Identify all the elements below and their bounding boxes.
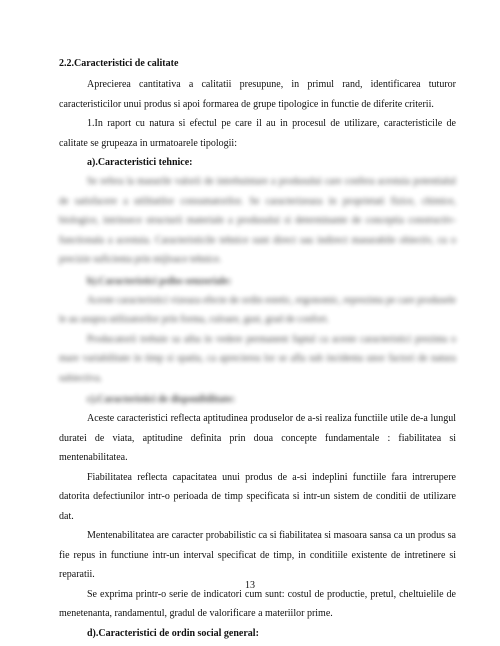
intro-paragraph-2: 1.In raport cu natura si efectul pe care il au in procesul de utilizare, caracteristicile de calitate se grupeaza in urmatoarele tipologii: [59, 118, 456, 149]
subsection-b-title: b).Caracteristici psiho-senzoriale: [87, 275, 232, 287]
page-number: 13 [245, 580, 255, 591]
availability-paragraph-4: Se exprima printr-o serie de indicatori cum sunt: costul de productie, pretul, cheltuielile de menetenanta, randamentul, gradul de valorificare a materiilor prime. [59, 588, 456, 619]
intro-paragraph-1: Aprecierea cantitativa a calitatii presupune, in primul rand, identificarea tuturor caracteristicilor unui produs si apoi formarea de grupe tipologice in functie de diferite criterii. [59, 79, 456, 110]
section-title: 2.2.Caracteristici de calitate [59, 58, 179, 69]
availability-paragraph-2: Fiabilitatea reflecta capacitatea unui produs de a-si indeplini functiile fara intrerupere datorita defectiunilor intr-o perioada de timp specificata si intr-un sistem de conditii de utilizare dat. [59, 471, 456, 522]
blurred-paragraph-3: Producatorii trebuie sa aiba in vedere permanent faptul ca aceste caracteristici prezinta o mare variabilitate in timp si spatiu, ca aprecierea lor se afla sub incidenta unor factori de natura subiectiva. [59, 333, 456, 384]
subsection-c-title: c).Caracteristici de disponibilitate: [87, 394, 236, 405]
subsection-a-title: a).Caracteristici tehnice: [87, 157, 193, 168]
blurred-paragraph-2: Aceste caracteristici vizeaza efecte de ordin estetic, ergonomic, reprezinta pe care produsele le au asupra utilizatorilor prin forma, culoare, gust, grad de confort. [59, 294, 456, 325]
blurred-content [59, 172, 456, 409]
subsection-d-title: d).Caracteristici de ordin social general: [87, 627, 259, 639]
availability-paragraph-3: Mentenabilitatea are caracter probabilistic ca si fiabilitatea si masoara sansa ca un produs sa fie repus in functiune intr-un interval specificat de timp, in conditiile existente de intretinere si reparatii. [59, 530, 456, 580]
availability-paragraph-1: Aceste caracteristici reflecta aptitudinea produselor de a-si realiza functiile utile de-a lungul duratei de viata, aptitudine definita prin doua concepte fundamentale : fiabilitatea si mentenabilitatea. [59, 413, 456, 463]
blurred-paragraph-1: Se refera la masurile valorii de intrebuintare a produsului care confera acestuia potentialul de satisfacere a utilitatilor consumatorilor. Se caracterizeaza in proprietati fizice, chimice, biologice, intrinsece structurii materiale a produsului si determinante de conceptia constructiv-functionala a acestuia. Caracteristicile tehnice sunt direct sau indirect masurabile obiectiv, cu o precizie suficienta prin mijloace tehnice. [59, 176, 456, 265]
